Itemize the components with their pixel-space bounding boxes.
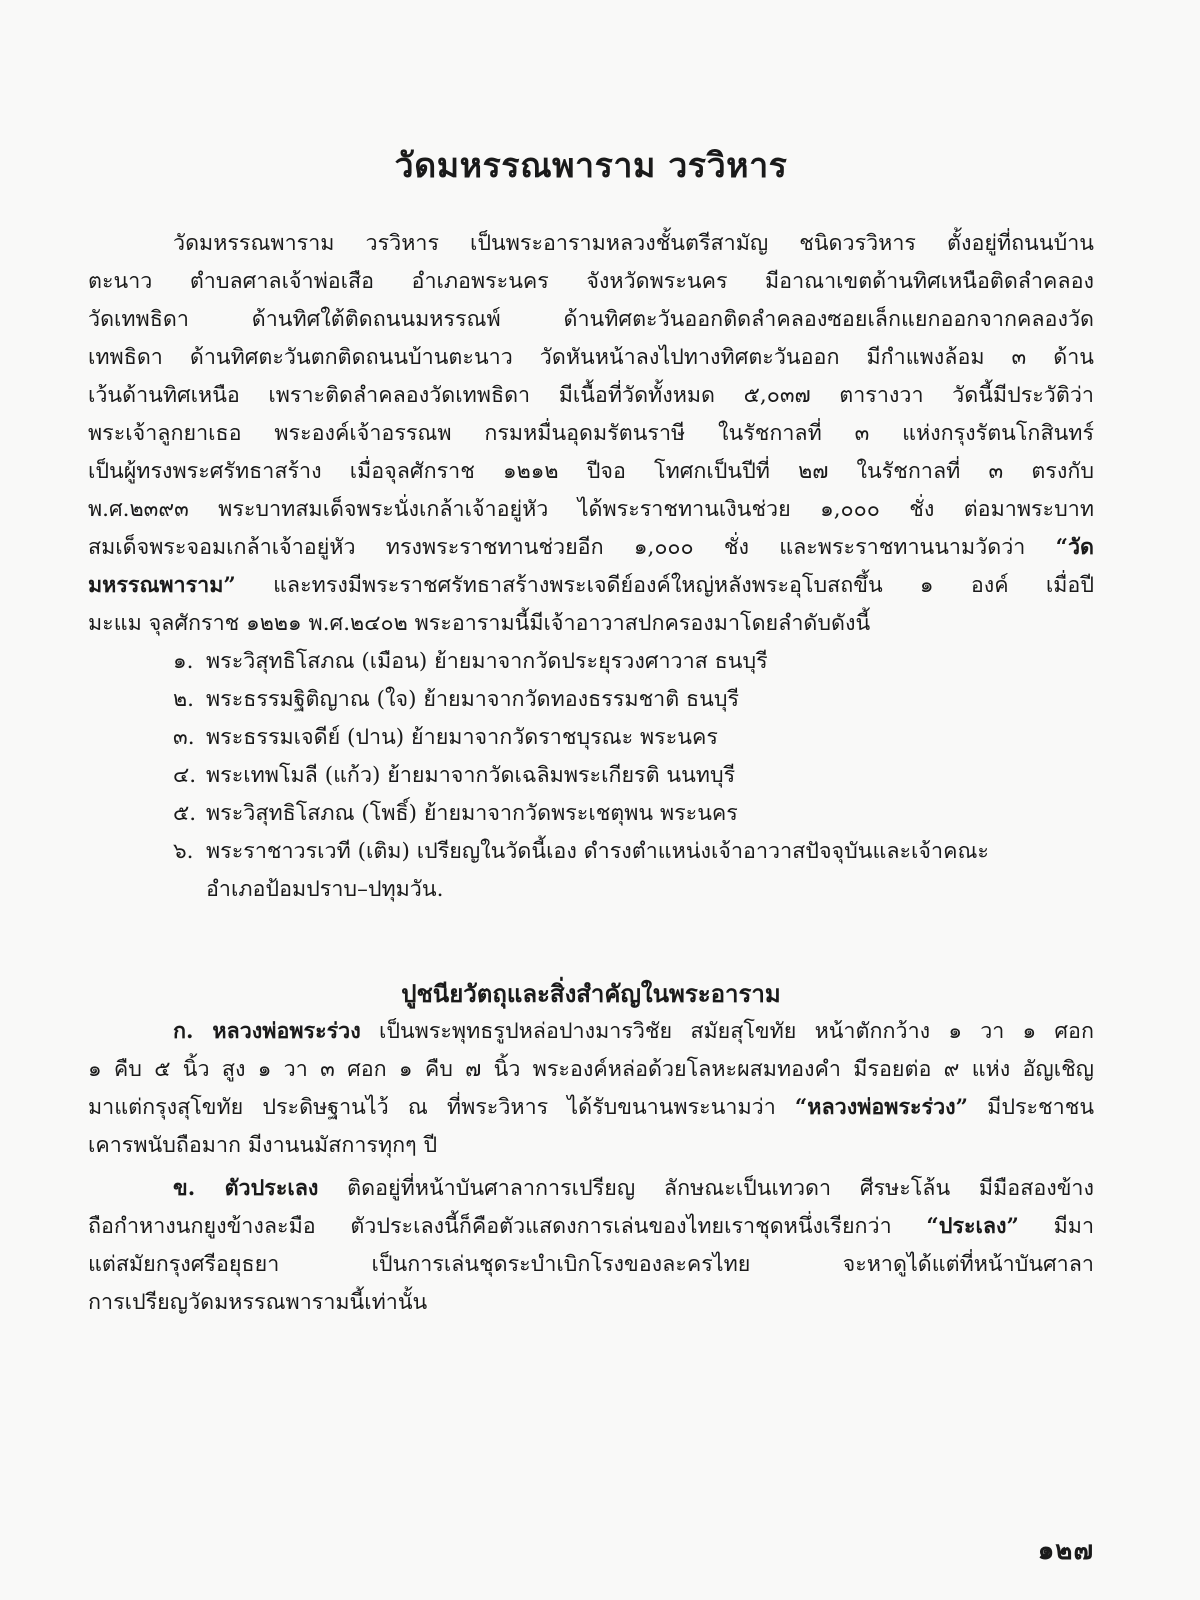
text-run: มีมา [1053, 1214, 1094, 1239]
list-number: ๖. [173, 839, 194, 864]
text-line: เคารพนับถือมาก มีงานนมัสการทุกๆ ปี [88, 1133, 438, 1158]
text-run: สมเด็จพระจอมเกล้าเจ้าอยู่หัว ทรงพระราชทานช่วยอีก ๑,๐๐๐ ชั่ง และพระราชทานนามวัดว่า [88, 535, 1026, 560]
text-line: เทพธิดา ด้านทิศตะวันตกติดถนนบ้านตะนาว วัดหันหน้าลงไปทางทิศตะวันออก มีกำแพงล้อม ๓ ด้าน [88, 345, 1094, 370]
text-run: ติดอยู่ที่หน้าบันศาลาการเปรียญ ลักษณะเป็นเทวดา ศีรษะโล้น มีมือสองข้าง [347, 1176, 1094, 1201]
text-line [88, 1013, 1094, 1051]
text-line [88, 1208, 1094, 1246]
text-line: พ.ศ.๒๓๙๓ พระบาทสมเด็จพระนั่งเกล้าเจ้าอยู่หัว ได้พระราชทานเงินช่วย ๑,๐๐๐ ชั่ง ต่อมาพระบาท [88, 497, 1094, 522]
text-line: วัดมหรรณพาราม วรวิหาร เป็นพระอารามหลวงชั้นตรีสามัญ ชนิดวรวิหาร ตั้งอยู่ที่ถนนบ้าน [173, 231, 1094, 256]
list-text: พระวิสุทธิโสภณ (เมือน) ย้ายมาจากวัดประยุรวงศาวาส ธนบุรี [206, 649, 768, 674]
list-number: ๕. [173, 801, 197, 826]
list-number: ๒. [173, 687, 195, 712]
temple-name-bold: มหรรณพาราม” [88, 573, 236, 598]
list-item [88, 681, 1094, 719]
list-item [88, 643, 1094, 681]
text-run: และทรงมีพระราชศรัทธาสร้างพระเจดีย์องค์ใหญ่หลังพระอุโบสถขึ้น ๑ องค์ เมื่อปี [273, 573, 1094, 598]
text-line: ตะนาว ตำบลศาลเจ้าพ่อเสือ อำเภอพระนคร จังหวัดพระนคร มีอาณาเขตด้านทิศเหนือติดลำคลอง [88, 269, 1094, 294]
list-item [88, 757, 1094, 795]
list-number: ๔. [173, 763, 197, 788]
section-label: ก. หลวงพ่อพระร่วง [173, 1019, 361, 1044]
list-text: พระวิสุทธิโสภณ (โพธิ์) ย้ายมาจากวัดพระเชตุพน พระนคร [206, 801, 738, 826]
text-run: มีประชาชน [987, 1095, 1094, 1120]
text-line: ๑ คืบ ๕ นิ้ว สูง ๑ วา ๓ ศอก ๑ คืบ ๗ นิ้ว พระองค์หล่อด้วยโลหะผสมทองคำ มีรอยต่อ ๙ แห่ง อัญเชิญ [88, 1057, 1094, 1082]
list-number: ๓. [173, 725, 195, 750]
document-page [88, 0, 1094, 1600]
list-number: ๑. [173, 649, 194, 674]
text-run: ถือกำหางนกยูงข้างละมือ ตัวประเลงนี้ก็คือตัวแสดงการเล่นของไทยเราชุดหนึ่งเรียกว่า [88, 1214, 892, 1239]
performance-name-bold: “ประเลง” [926, 1214, 1019, 1239]
page-title: วัดมหรรณพาราม วรวิหาร [394, 146, 788, 186]
list-item [88, 719, 1094, 757]
list-item [88, 795, 1094, 833]
section-heading: ปูชนียวัตถุและสิ่งสำคัญในพระอาราม [401, 979, 781, 1008]
text-line: พระเจ้าลูกยาเธอ พระองค์เจ้าอรรณพ กรมหมื่นอุดมรัตนราษี ในรัชกาลที่ ๓ แห่งกรุงรัตนโกสินทร์ [88, 421, 1094, 446]
temple-name-bold: “วัด [1055, 535, 1094, 560]
text-run: เป็นพระพุทธรูปหล่อปางมารวิชัย สมัยสุโขทัย หน้าตักกว้าง ๑ วา ๑ ศอก [378, 1019, 1094, 1044]
text-line [88, 1089, 1094, 1127]
list-text: พระเทพโมลี (แก้ว) ย้ายมาจากวัดเฉลิมพระเกียรติ นนทบุรี [206, 763, 736, 788]
text-line: มะแม จุลศักราช ๑๒๒๑ พ.ศ.๒๔๐๒ พระอารามนี้มีเจ้าอาวาสปกครองมาโดยลำดับดังนี้ [88, 611, 871, 636]
list-text: พระธรรมเจดีย์ (ปาน) ย้ายมาจากวัดราชบุรณะ พระนคร [206, 725, 718, 750]
text-line: เว้นด้านทิศเหนือ เพราะติดลำคลองวัดเทพธิดา มีเนื้อที่วัดทั้งหมด ๕,๐๓๗ ตารางวา วัดนี้มีประวัติว่า [88, 383, 1094, 408]
text-line: แต่สมัยกรุงศรีอยุธยา เป็นการเล่นชุดระบำเบิกโรงของละครไทย จะหาดูได้แต่ที่หน้าบันศาลา [88, 1252, 1094, 1277]
text-line: การเปรียญวัดมหรรณพารามนี้เท่านั้น [88, 1290, 428, 1315]
list-text: พระราชาวรเวที (เติม) เปรียญในวัดนี้เอง ดำรงตำแหน่งเจ้าอาวาสปัจจุบันและเจ้าคณะ [206, 839, 989, 864]
text-line [88, 529, 1094, 567]
text-line: วัดเทพธิดา ด้านทิศใต้ติดถนนมหรรณพ์ ด้านทิศตะวันออกติดลำคลองซอยเล็กแยกออกจากคลองวัด [88, 307, 1094, 332]
list-text: พระธรรมฐิติญาณ (ใจ) ย้ายมาจากวัดทองธรรมชาติ ธนบุรี [206, 687, 740, 712]
text-line [88, 1170, 1094, 1208]
text-run: มาแต่กรุงสุโขทัย ประดิษฐานไว้ ณ ที่พระวิหาร ได้รับขนานพระนามว่า [88, 1095, 776, 1120]
text-line: เป็นผู้ทรงพระศรัทธาสร้าง เมื่อจุลศักราช ๑๒๑๒ ปีจอ โทศกเป็นปีที่ ๒๗ ในรัชกาลที่ ๓ ตรงกับ [88, 459, 1094, 484]
text-line [88, 567, 1094, 605]
buddha-name-bold: “หลวงพ่อพระร่วง” [794, 1095, 969, 1120]
list-item [88, 833, 1094, 871]
page-number: ๑๒๗ [1037, 1536, 1094, 1566]
list-text: อำเภอป้อมปราบ–ปทุมวัน. [206, 877, 444, 902]
section-label: ข. ตัวประเลง [173, 1176, 319, 1201]
list-item-continuation [88, 871, 1094, 909]
